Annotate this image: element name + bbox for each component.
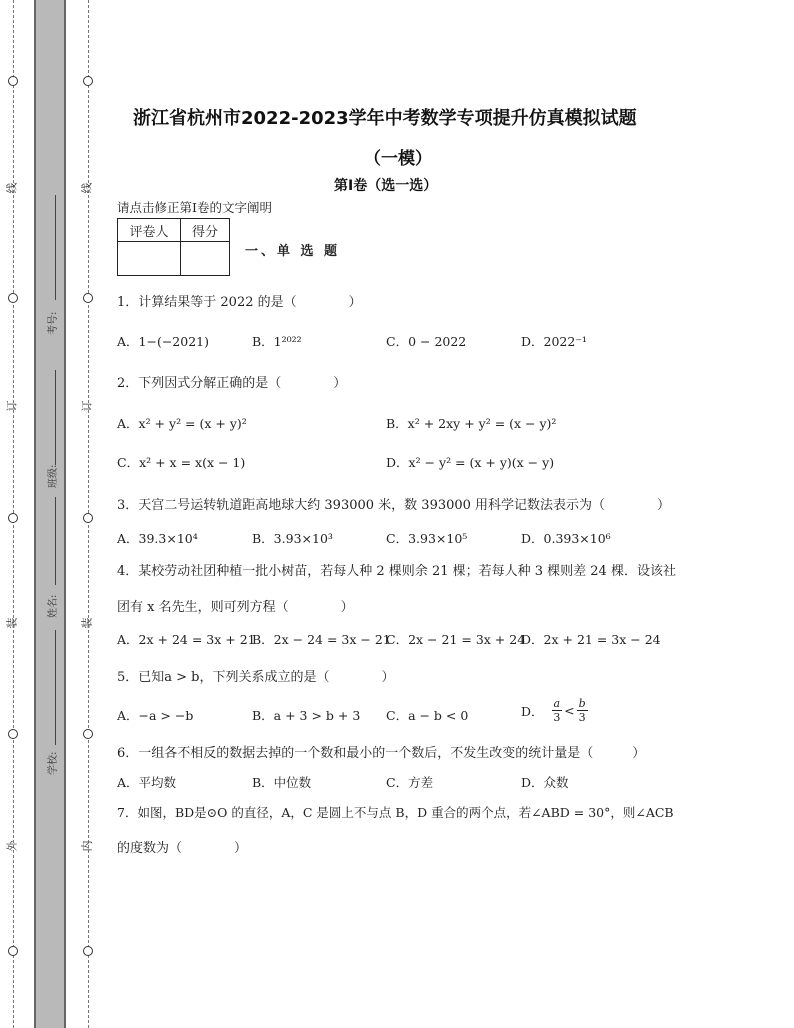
instruction-text: 请点击修正第Ⅰ卷的文字阐明 — [117, 200, 272, 215]
class-line — [55, 370, 56, 465]
q6-option-d: D．众数 — [521, 775, 569, 790]
exam-title: 浙江省杭州市2022-2023学年中考数学专项提升仿真模拟试题 — [133, 108, 637, 129]
q3-option-c: C．3.93×10⁵ — [386, 531, 468, 546]
inner-char-xian: 线 — [80, 182, 94, 194]
binding-hole — [83, 293, 93, 303]
q4-option-b: B．2x − 24 = 3x − 21 — [252, 632, 391, 647]
q3-option-d: D．0.393×10⁶ — [521, 531, 611, 546]
name-label: 姓名: — [48, 594, 59, 618]
school-label: 学校: — [48, 751, 59, 775]
fraction-num: b — [578, 697, 586, 710]
section-heading: 一、单 选 题 — [245, 244, 341, 259]
q1-stem: 1．计算结果等于 2022 的是（ ） — [117, 295, 362, 310]
q5-option-b: B．a + 3 > b + 3 — [252, 708, 361, 723]
q7-stem-cont: 的度数为（ ） — [117, 841, 248, 856]
q5-d-op: < — [564, 703, 575, 718]
q2-stem: 2．下列因式分解正确的是（ ） — [117, 376, 347, 391]
fraction — [552, 697, 563, 724]
grader-cell[interactable] — [118, 242, 181, 276]
fraction-num: a — [553, 697, 561, 710]
q2-option-c: C．x² + x = x(x − 1) — [117, 455, 246, 470]
inner-char-nei: 内 — [80, 840, 94, 852]
fraction — [577, 697, 588, 724]
outer-char-zhuang: 装 — [5, 617, 19, 629]
binding-hole — [8, 513, 18, 523]
q4-stem: 4．某校劳动社团种植一批小树苗，若每人种 2 棵则余 21 棵；若每人种 3 棵则差 24 棵．设该社 — [117, 564, 676, 579]
binding-strip — [34, 0, 66, 1028]
q5-stem: 5．已知a > b，下列关系成立的是（ ） — [117, 670, 395, 685]
binding-hole — [8, 76, 18, 86]
q4-option-d: D．2x + 21 = 3x − 24 — [521, 632, 661, 647]
binding-hole — [8, 946, 18, 956]
binding-hole — [83, 729, 93, 739]
score-cell[interactable] — [181, 242, 230, 276]
score-table — [117, 218, 230, 276]
exam-title-cont: （一模） — [364, 149, 432, 169]
q2-option-a: A．x² + y² = (x + y)² — [117, 416, 247, 431]
outer-char-wai: 外 — [5, 840, 19, 852]
binding-hole — [8, 293, 18, 303]
exam-number-label: 考号: — [48, 311, 59, 335]
q6-option-a: A．平均数 — [117, 775, 177, 790]
inner-char-zhuang: 装 — [80, 617, 94, 629]
q6-option-c: C．方差 — [386, 775, 434, 790]
q1-option-c: C．0 − 2022 — [386, 334, 467, 349]
q5-option-c: C．a − b < 0 — [386, 708, 469, 723]
fraction-den: 3 — [553, 711, 561, 724]
score-header: 得分 — [181, 219, 230, 242]
q2-option-d: D．x² − y² = (x + y)(x − y) — [386, 455, 555, 470]
q4-stem-cont: 团有 x 名先生，则可列方程（ ） — [117, 600, 354, 615]
q2-option-b: B．x² + 2xy + y² = (x − y)² — [386, 416, 557, 431]
binding-hole — [83, 946, 93, 956]
q5-option-a: A．−a > −b — [117, 708, 194, 723]
q5-d-prefix: D． — [521, 703, 544, 719]
q3-option-b: B．3.93×10³ — [252, 531, 333, 546]
fraction-den: 3 — [578, 711, 586, 724]
outer-char-xian: 线 — [5, 182, 19, 194]
inner-char-ding: 订 — [80, 400, 94, 412]
q6-option-b: B．中位数 — [252, 775, 312, 790]
q4-option-c: C．2x − 21 = 3x + 24 — [386, 632, 526, 647]
binding-hole — [83, 513, 93, 523]
outer-char-ding: 订 — [5, 400, 19, 412]
name-line — [55, 497, 56, 585]
paper-part: 第Ⅰ卷（选一选） — [334, 178, 438, 194]
q3-stem: 3．天宫二号运转轨道距高地球大约 393000 米，数 393000 用科学记数法表示为（ ） — [117, 498, 671, 513]
q4-option-a: A．2x + 24 = 3x + 21 — [117, 632, 256, 647]
binding-hole — [8, 729, 18, 739]
class-label: 班级: — [48, 464, 59, 488]
grader-header: 评卷人 — [118, 219, 181, 242]
q3-option-a: A．39.3×10⁴ — [117, 531, 198, 546]
q1-option-b: B．1²⁰²² — [252, 334, 302, 349]
q1-option-a: A．1−(−2021) — [117, 334, 209, 349]
binding-hole — [83, 76, 93, 86]
exam-number-line — [55, 195, 56, 300]
q1-option-d: D．2022⁻¹ — [521, 334, 587, 349]
q6-stem: 6．一组各不相反的数据去掉的一个数和最小的一个数后，不发生改变的统计量是（ ） — [117, 746, 646, 761]
q7-stem: 7．如图，BD是⊙O 的直径，A，C 是圆上不与点 B，D 重合的两个点，若∠ABD = 30°，则∠ACB — [117, 805, 674, 820]
school-line — [55, 630, 56, 745]
q5-option-d — [521, 697, 588, 724]
